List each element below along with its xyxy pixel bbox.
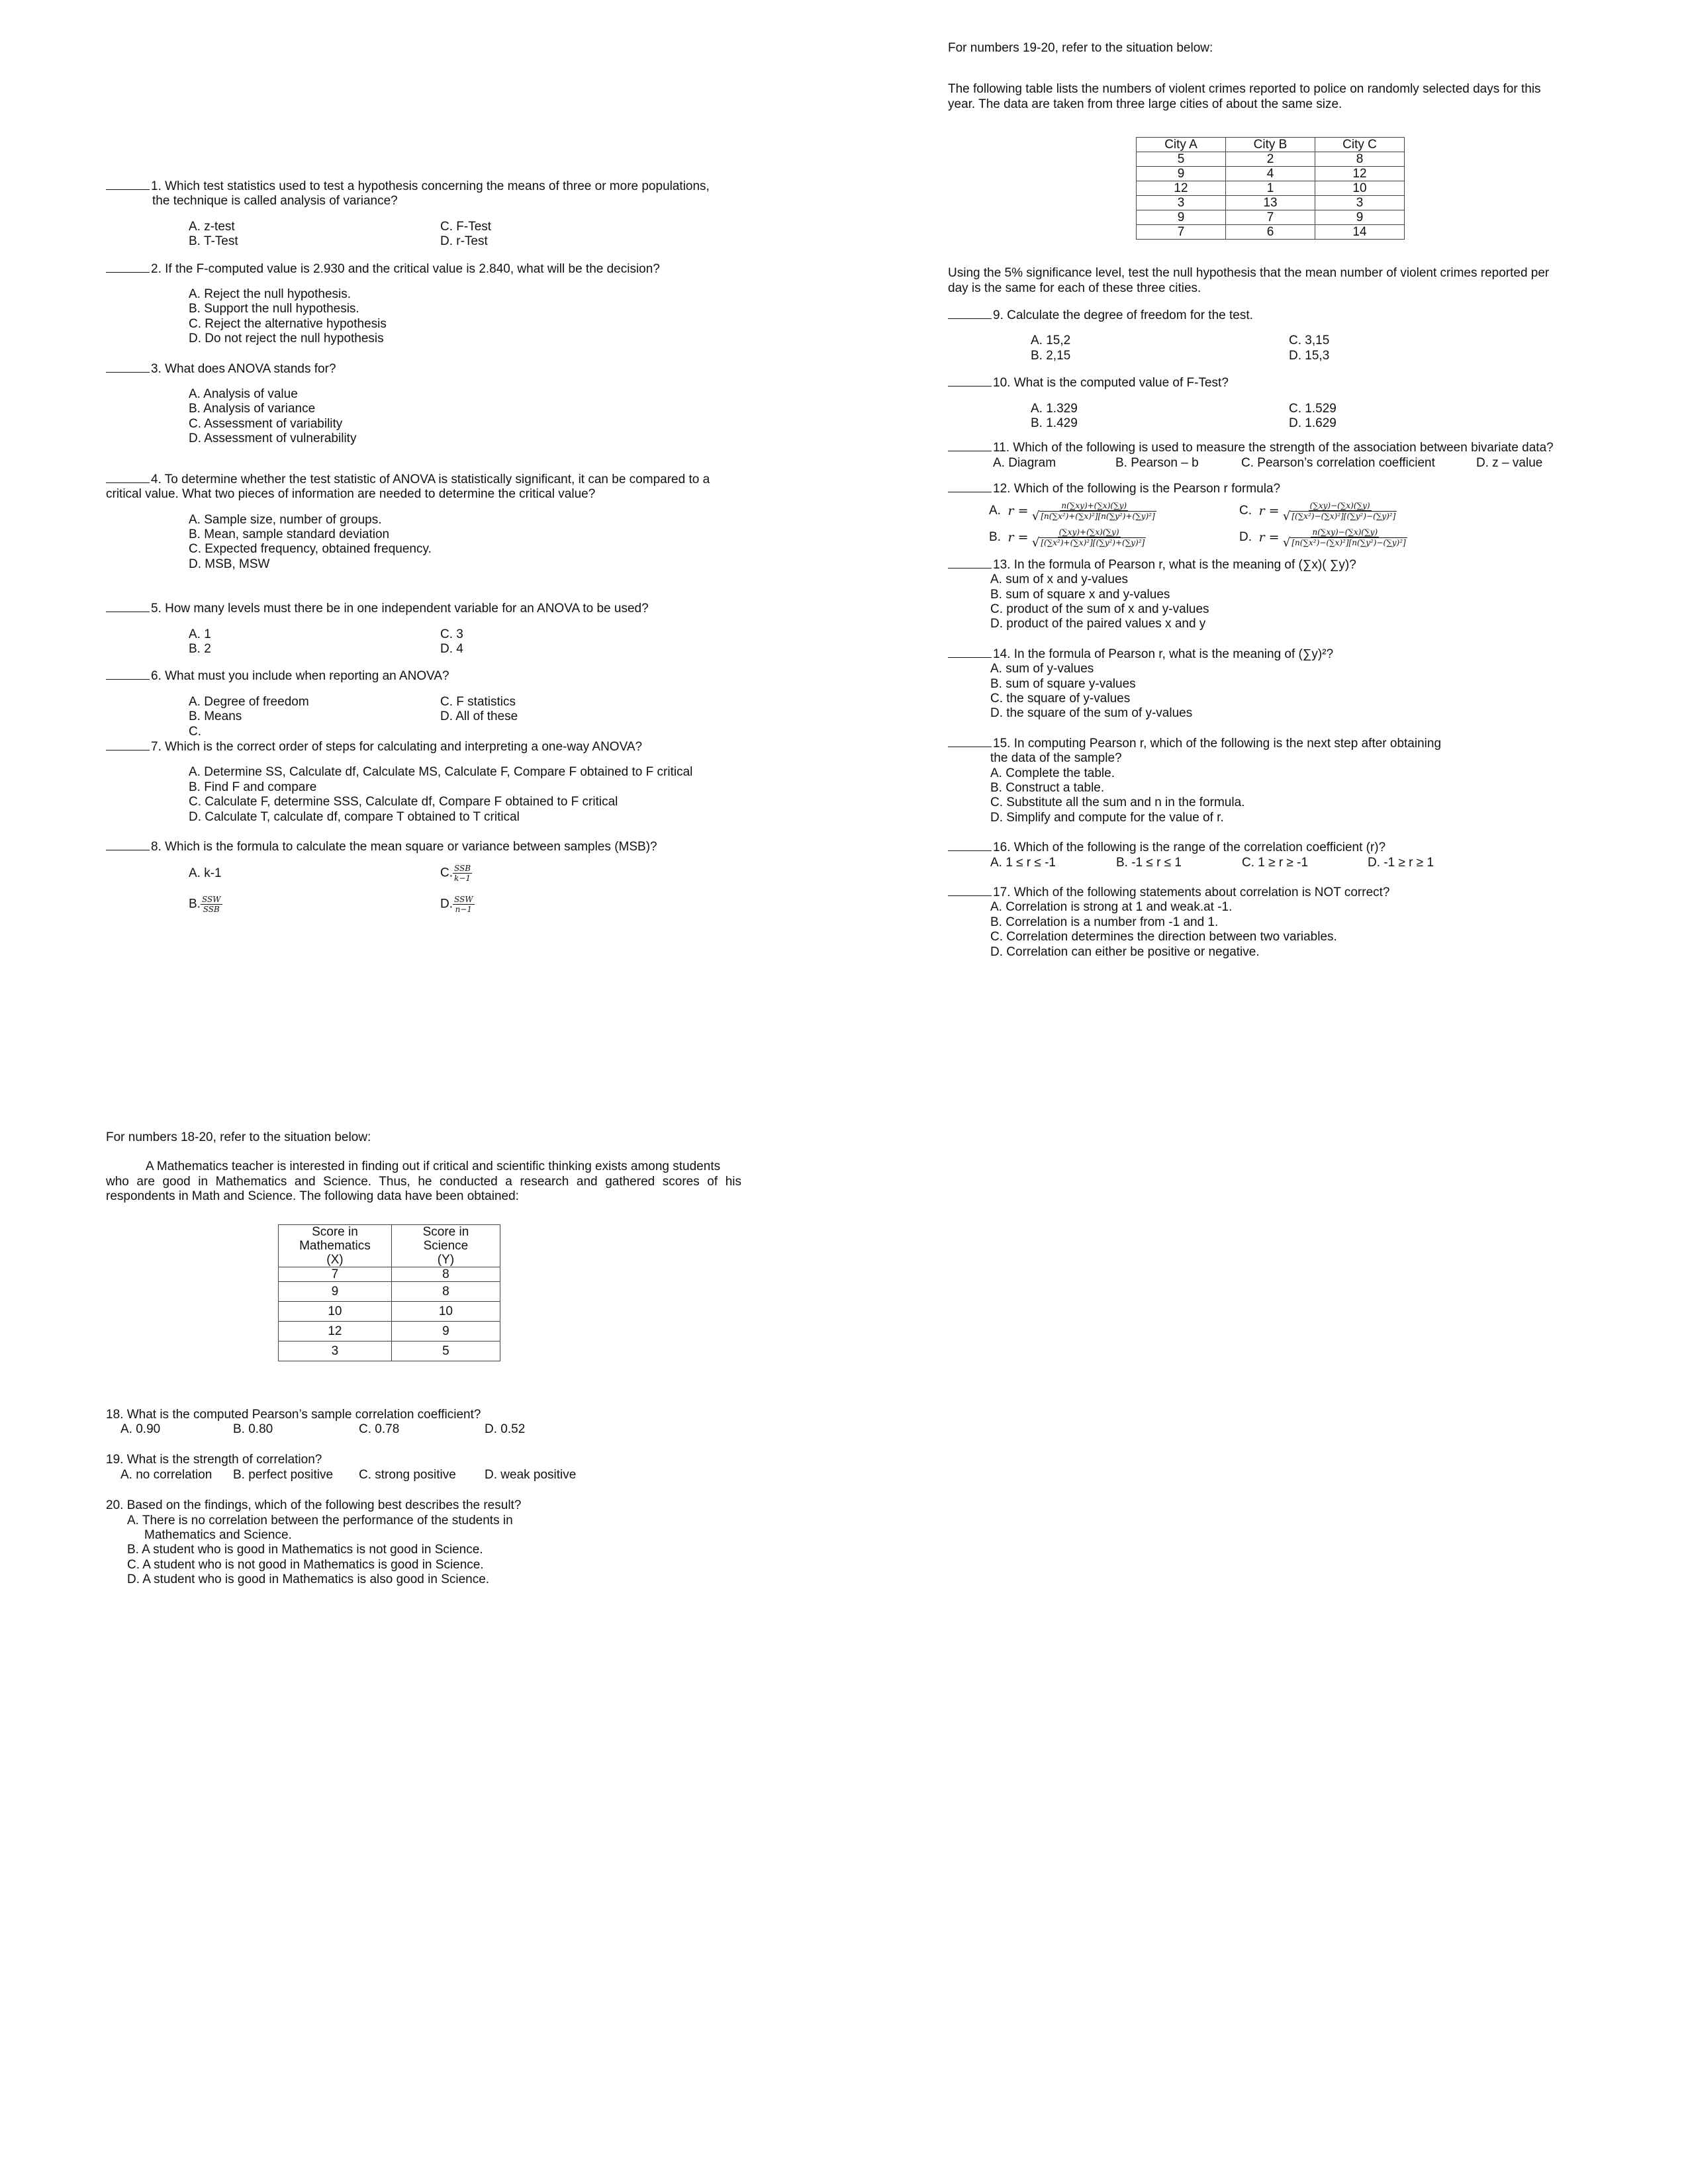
q19-option-c: C. strong positive — [359, 1467, 456, 1482]
q13-option-c: C. product of the sum of x and y-values — [990, 602, 1209, 616]
question-1 — [106, 179, 741, 250]
q12-option-b-label: B. — [989, 530, 1001, 545]
q8-option-b — [189, 895, 440, 914]
q8-option-d-label: D. — [440, 897, 453, 911]
q12-option-c-label: C. — [1239, 503, 1252, 518]
q18-option-c: C. 0.78 — [359, 1422, 400, 1437]
q12-b-denominator — [1032, 537, 1146, 548]
q3-option-d: D. Assessment of vulnerability — [189, 432, 357, 446]
q7-option-d: D. Calculate T, calculate df, compare T obtained to T critical — [189, 809, 520, 824]
question-4-text: 4. To determine whether the test statistic of ANOVA is statistically significant, it can be compared to a — [151, 472, 710, 486]
q8-option-c-label: C. — [440, 866, 453, 880]
question-18 — [106, 1408, 741, 1437]
question-2-text: 2. If the F-computed value is 2.930 and the critical value is 2.840, what will be the decision? — [151, 261, 660, 276]
table-cell: 10 — [391, 1301, 500, 1321]
q8-option-b-fraction — [201, 895, 222, 914]
q12-d-denominator — [1283, 537, 1407, 548]
situation-19-line-1: The following table lists the numbers of violent crimes reported to police on randomly selected days for this — [948, 82, 1541, 97]
q9-option-a: A. 15,2 — [1031, 334, 1071, 348]
q18-option-a: A. 0.90 — [120, 1422, 161, 1437]
table-cell: 12 — [1315, 167, 1405, 181]
q16-option-b: B. -1 ≤ r ≤ 1 — [1116, 855, 1182, 870]
table-cell: 9 — [1137, 210, 1226, 225]
q14-option-c: C. the square of y-values — [990, 691, 1131, 705]
q9-option-b: B. 2,15 — [1031, 348, 1071, 363]
q12-b-fraction — [1032, 527, 1146, 548]
q9-option-c: C. 3,15 — [1289, 334, 1330, 348]
q10-option-b: B. 1.429 — [1031, 416, 1078, 431]
question-15-text: 15. In computing Pearson r, which of the following is the next step after obtaining — [993, 736, 1442, 751]
situation-19-paragraph — [948, 82, 1577, 112]
q15-option-d: D. Simplify and compute for the value of r. — [990, 810, 1224, 825]
q1-option-a: A. z-test — [189, 219, 235, 234]
q1-option-c: C. F-Test — [440, 219, 492, 234]
sqrt-icon: √ — [1282, 509, 1291, 523]
situation-18-paragraph — [106, 1160, 741, 1204]
q17-option-b: B. Correlation is a number from -1 and 1. — [990, 915, 1219, 929]
q4-option-b: B. Mean, sample standard deviation — [189, 527, 390, 541]
table-row — [279, 1341, 500, 1361]
table-cell: 14 — [1315, 225, 1405, 240]
header-city-c: City C — [1315, 138, 1405, 152]
left-column — [106, 179, 741, 1587]
question-1-text-cont: the technique is called analysis of variance? — [152, 194, 398, 208]
q12-a-numerator: n(∑xy)+(∑x)(∑y) — [1061, 500, 1127, 510]
q8-c-numerator: SSB — [454, 864, 471, 874]
q5-option-d: D. 4 — [440, 641, 463, 656]
score-table-header-science — [391, 1224, 500, 1267]
question-8 — [106, 839, 741, 914]
q4-option-c: C. Expected frequency, obtained frequency. — [189, 542, 432, 557]
q12-c-fraction — [1283, 501, 1397, 522]
q8-option-b-label: B. — [189, 897, 201, 911]
q8-option-a: A. k-1 — [189, 866, 222, 880]
q3-option-c: C. Assessment of variability — [189, 416, 343, 431]
q8-c-denominator: k−1 — [454, 874, 471, 884]
q17-option-c: C. Correlation determines the direction between two variables. — [990, 930, 1337, 944]
question-6-text: 6. What must you include when reporting an ANOVA? — [151, 669, 449, 684]
sqrt-icon: √ — [1031, 535, 1040, 550]
table-cell: 8 — [391, 1267, 500, 1281]
q10-option-c: C. 1.529 — [1289, 401, 1336, 416]
table-row — [279, 1321, 500, 1341]
q12-d-numerator: n(∑xy)−(∑x)(∑y) — [1312, 527, 1378, 537]
intro-9-paragraph — [948, 266, 1577, 296]
q8-option-d-fraction — [453, 895, 475, 914]
q3-option-a: A. Analysis of value — [189, 387, 298, 402]
q18-option-b: B. 0.80 — [233, 1422, 273, 1437]
q12-d-r-symbol: r = — [1258, 530, 1280, 545]
q12-b-r-symbol: r = — [1008, 530, 1029, 545]
q6-option-d: D. All of these — [440, 709, 518, 724]
answer-blank-17[interactable] — [948, 885, 992, 896]
q8-option-d — [440, 895, 475, 914]
answer-blank-16[interactable] — [948, 840, 992, 851]
table-row — [1137, 225, 1405, 240]
q4-option-d: D. MSB, MSW — [189, 557, 270, 571]
q6-stray-option: C. — [189, 724, 201, 739]
header-math-line-2: Mathematics — [299, 1238, 371, 1253]
question-20-text: 20. Based on the findings, which of the following best describes the result? — [106, 1498, 522, 1513]
q11-option-a: A. Diagram — [993, 455, 1056, 470]
table-row — [1137, 167, 1405, 181]
question-14-text: 14. In the formula of Pearson r, what is the meaning of (∑y)²? — [993, 647, 1334, 661]
situation-18-20 — [106, 1130, 741, 1588]
q18-option-d: D. 0.52 — [485, 1422, 526, 1437]
q12-c-numerator: (∑xy)−(∑x)(∑y) — [1309, 500, 1370, 510]
q12-b-denominator-text: [(∑x²)+(∑x)²][(∑y²)+(∑y)²] — [1041, 538, 1145, 548]
question-3 — [106, 361, 741, 447]
table-cell: 3 — [1315, 196, 1405, 210]
q19-option-a: A. no correlation — [120, 1467, 212, 1482]
q8-option-c — [440, 864, 472, 883]
question-16 — [948, 840, 1577, 870]
answer-blank-1[interactable] — [106, 179, 150, 190]
answer-blank-10[interactable] — [948, 375, 992, 387]
question-6 — [106, 668, 741, 739]
table-row — [279, 1267, 500, 1281]
answer-blank-11[interactable] — [948, 440, 992, 451]
question-19 — [106, 1453, 741, 1482]
question-4-text-cont: critical value. What two pieces of information are needed to determine the critical value? — [106, 487, 596, 502]
q12-a-fraction — [1032, 501, 1156, 522]
question-12-text: 12. Which of the following is the Pearson r formula? — [993, 482, 1281, 496]
question-1-text: 1. Which test statistics used to test a hypothesis concerning the means of three or more populations, — [151, 179, 710, 193]
situation-18-line-3: respondents in Math and Science. The following data have been obtained: — [106, 1189, 519, 1204]
q2-option-d: D. Do not reject the null hypothesis — [189, 332, 384, 346]
question-9 — [948, 308, 1577, 363]
question-5 — [106, 601, 741, 657]
situation-18-line-1: A Mathematics teacher is interested in finding out if critical and scientific thinking exists among students — [146, 1160, 721, 1174]
q8-option-c-fraction — [453, 864, 472, 883]
table-cell: 12 — [279, 1321, 392, 1341]
q1-option-d: D. r-Test — [440, 234, 488, 249]
q2-option-b: B. Support the null hypothesis. — [189, 302, 359, 316]
question-20 — [106, 1498, 741, 1587]
question-13-text: 13. In the formula of Pearson r, what is the meaning of (∑x)( ∑y)? — [993, 557, 1356, 572]
question-19-text: 19. What is the strength of correlation? — [106, 1453, 322, 1467]
question-15 — [948, 736, 1577, 825]
table-row — [1137, 210, 1405, 225]
answer-blank-3[interactable] — [106, 361, 150, 373]
header-science-line-2: Science — [423, 1238, 469, 1253]
q13-option-b: B. sum of square x and y-values — [990, 587, 1170, 602]
q1-option-b: B. T-Test — [189, 234, 238, 249]
answer-blank-5[interactable] — [106, 601, 150, 612]
q12-option-a-label: A. — [989, 503, 1001, 518]
answer-blank-14[interactable] — [948, 647, 992, 658]
question-7 — [106, 739, 741, 825]
answer-blank-7[interactable] — [106, 739, 150, 751]
q16-option-c: C. 1 ≥ r ≥ -1 — [1242, 855, 1309, 870]
table-cell: 5 — [391, 1341, 500, 1361]
q13-option-a: A. sum of x and y-values — [990, 572, 1129, 587]
q12-d-denominator-text: [n(∑x²)−(∑x)²][n(∑y²)−(∑y)²] — [1291, 538, 1406, 548]
q11-option-b: B. Pearson – b — [1115, 455, 1199, 470]
table-cell: 12 — [1137, 181, 1226, 196]
q14-option-b: B. sum of square y-values — [990, 676, 1136, 691]
table-cell: 7 — [1137, 225, 1226, 240]
q14-option-d: D. the square of the sum of y-values — [990, 706, 1193, 721]
q19-option-b: B. perfect positive — [233, 1467, 334, 1482]
q10-option-d: D. 1.629 — [1289, 416, 1336, 431]
table-cell: 7 — [279, 1267, 392, 1281]
q8-b-denominator: SSB — [203, 905, 220, 915]
table-cell: 3 — [279, 1341, 392, 1361]
score-table — [278, 1224, 500, 1361]
question-7-text: 7. Which is the correct order of steps for calculating and interpreting a one-way ANOVA? — [151, 739, 643, 754]
q12-d-fraction — [1283, 527, 1407, 548]
q15-option-c: C. Substitute all the sum and n in the formula. — [990, 796, 1245, 810]
q12-option-b — [989, 527, 1239, 548]
question-13 — [948, 557, 1577, 632]
q7-option-c: C. Calculate F, determine SSS, Calculate df, Compare F obtained to F critical — [189, 795, 618, 809]
table-row — [1137, 181, 1405, 196]
question-10 — [948, 375, 1577, 431]
table-cell: 10 — [1315, 181, 1405, 196]
question-8-text: 8. Which is the formula to calculate the mean square or variance between samples (MSB)? — [151, 840, 657, 854]
q14-option-a: A. sum of y-values — [990, 662, 1094, 676]
answer-blank-9[interactable] — [948, 308, 992, 319]
question-9-text: 9. Calculate the degree of freedom for the test. — [993, 308, 1253, 323]
table-cell: 8 — [1315, 152, 1405, 167]
q12-a-r-symbol: r = — [1008, 503, 1029, 518]
situation-18-heading: For numbers 18-20, refer to the situation below: — [106, 1130, 371, 1144]
q8-b-numerator: SSW — [201, 895, 221, 905]
q5-option-a: A. 1 — [189, 627, 211, 641]
question-2 — [106, 261, 741, 347]
q12-option-d-label: D. — [1239, 530, 1252, 545]
q7-option-b: B. Find F and compare — [189, 780, 317, 794]
answer-blank-4[interactable] — [106, 472, 150, 483]
table-row — [279, 1281, 500, 1301]
crime-table-header — [1137, 138, 1405, 152]
table-cell: 1 — [1226, 181, 1315, 196]
q12-c-denominator — [1283, 511, 1397, 522]
question-4 — [106, 472, 741, 572]
q7-option-a: A. Determine SS, Calculate df, Calculate MS, Calculate F, Compare F obtained to F critical — [189, 765, 693, 780]
table-cell: 4 — [1226, 167, 1315, 181]
table-row — [1137, 152, 1405, 167]
intro-9-line-2: day is the same for each of these three cities. — [948, 281, 1201, 295]
q20-option-d: D. A student who is good in Mathematics is also good in Science. — [127, 1572, 490, 1587]
q16-option-a: A. 1 ≤ r ≤ -1 — [990, 855, 1056, 870]
q16-option-d: D. -1 ≥ r ≥ 1 — [1368, 855, 1434, 870]
table-row — [1137, 196, 1405, 210]
situation-19-line-2: year. The data are taken from three large cities of about the same size. — [948, 97, 1342, 111]
q20-option-a: A. There is no correlation between the performance of the students in — [127, 1513, 513, 1527]
q17-option-d: D. Correlation can either be positive or negative. — [990, 944, 1260, 959]
q12-option-d — [1239, 527, 1407, 548]
question-12 — [948, 481, 1577, 550]
header-city-b: City B — [1226, 138, 1315, 152]
q12-c-r-symbol: r = — [1258, 503, 1280, 518]
q2-option-c: C. Reject the alternative hypothesis — [189, 316, 387, 331]
question-3-text: 3. What does ANOVA stands for? — [151, 361, 336, 376]
q12-c-denominator-text: [(∑x²)−(∑x)²][(∑y²)−(∑y)²] — [1291, 511, 1396, 521]
table-cell: 9 — [391, 1321, 500, 1341]
q13-option-d: D. product of the paired values x and y — [990, 617, 1206, 631]
question-17-text: 17. Which of the following statements about correlation is NOT correct? — [993, 886, 1390, 899]
q6-option-a: A. Degree of freedom — [189, 694, 309, 709]
q11-option-d: D. z – value — [1476, 455, 1543, 470]
table-cell: 13 — [1226, 196, 1315, 210]
table-cell: 9 — [279, 1281, 392, 1301]
header-science-line-3: (Y) — [437, 1252, 455, 1267]
q5-option-c: C. 3 — [440, 627, 463, 641]
q15-option-a: A. Complete the table. — [990, 766, 1115, 780]
answer-blank-8[interactable] — [106, 839, 150, 850]
q10-option-a: A. 1.329 — [1031, 401, 1078, 416]
question-10-text: 10. What is the computed value of F-Test? — [993, 376, 1229, 390]
q8-d-numerator: SSW — [454, 895, 473, 905]
sqrt-icon: √ — [1282, 535, 1291, 550]
question-18-text: 18. What is the computed Pearson’s sample correlation coefficient? — [106, 1407, 481, 1422]
q11-option-c: C. Pearson’s correlation coefficient — [1241, 455, 1435, 470]
question-11 — [948, 440, 1577, 471]
q9-option-d: D. 15,3 — [1289, 348, 1330, 363]
header-science-line-1: Score in — [422, 1224, 469, 1239]
answer-blank-12[interactable] — [948, 481, 992, 492]
table-cell: 9 — [1137, 167, 1226, 181]
table-cell: 2 — [1226, 152, 1315, 167]
q8-d-denominator: n−1 — [455, 905, 472, 915]
q12-a-denominator — [1032, 511, 1156, 522]
q19-option-d: D. weak positive — [485, 1467, 577, 1482]
q6-option-b: B. Means — [189, 709, 242, 724]
q6-option-c: C. F statistics — [440, 694, 516, 709]
q20-option-b: B. A student who is good in Mathematics is not good in Science. — [127, 1543, 483, 1557]
intro-9-line-1: Using the 5% significance level, test the null hypothesis that the mean number of violent crimes reported per — [948, 266, 1550, 281]
table-row — [279, 1301, 500, 1321]
situation-18-line-2: who are good in Mathematics and Science. Thus, he conducted a research and gathered scores of his — [106, 1174, 741, 1189]
question-5-text: 5. How many levels must there be in one independent variable for an ANOVA to be used? — [151, 602, 649, 616]
q2-option-a: A. Reject the null hypothesis. — [189, 287, 352, 302]
header-city-a: City A — [1137, 138, 1226, 152]
question-16-text: 16. Which of the following is the range of the correlation coefficient (r)? — [993, 841, 1386, 855]
question-14 — [948, 647, 1577, 721]
answer-blank-13[interactable] — [948, 557, 992, 569]
q12-b-numerator: (∑xy)+(∑x)(∑y) — [1058, 527, 1119, 537]
q20-option-c: C. A student who is not good in Mathematics is good in Science. — [127, 1557, 484, 1572]
q12-option-c — [1239, 501, 1397, 522]
q3-option-b: B. Analysis of variance — [189, 402, 316, 416]
q4-option-a: A. Sample size, number of groups. — [189, 512, 382, 527]
header-math-line-3: (X) — [326, 1252, 344, 1267]
table-cell: 7 — [1226, 210, 1315, 225]
q5-option-b: B. 2 — [189, 641, 211, 656]
header-math-line-1: Score in — [312, 1224, 358, 1239]
q17-option-a: A. Correlation is strong at 1 and weak.at -1. — [990, 900, 1233, 915]
answer-blank-2[interactable] — [106, 261, 150, 273]
answer-blank-6[interactable] — [106, 668, 150, 680]
situation-19-heading: For numbers 19-20, refer to the situation below: — [948, 41, 1213, 55]
table-cell: 5 — [1137, 152, 1226, 167]
table-cell: 6 — [1226, 225, 1315, 240]
right-column — [948, 41, 1577, 960]
q20-option-a-cont: Mathematics and Science. — [144, 1528, 292, 1543]
sqrt-icon: √ — [1031, 509, 1040, 523]
answer-blank-15[interactable] — [948, 736, 992, 747]
table-cell: 9 — [1315, 210, 1405, 225]
question-11-text: 11. Which of the following is used to measure the strength of the association between bivariate data? — [993, 441, 1554, 455]
score-table-header — [279, 1224, 500, 1267]
q15-option-b: B. Construct a table. — [990, 780, 1105, 795]
q12-option-a — [989, 501, 1239, 522]
score-table-header-math — [279, 1224, 392, 1267]
crime-table — [1136, 137, 1405, 240]
table-cell: 8 — [391, 1281, 500, 1301]
q12-a-denominator-text: [n(∑x²)+(∑x)²][n(∑y²)+(∑y)²] — [1041, 511, 1155, 521]
question-15-text-cont: the data of the sample? — [990, 751, 1122, 766]
question-17 — [948, 885, 1577, 960]
table-cell: 3 — [1137, 196, 1226, 210]
table-cell: 10 — [279, 1301, 392, 1321]
